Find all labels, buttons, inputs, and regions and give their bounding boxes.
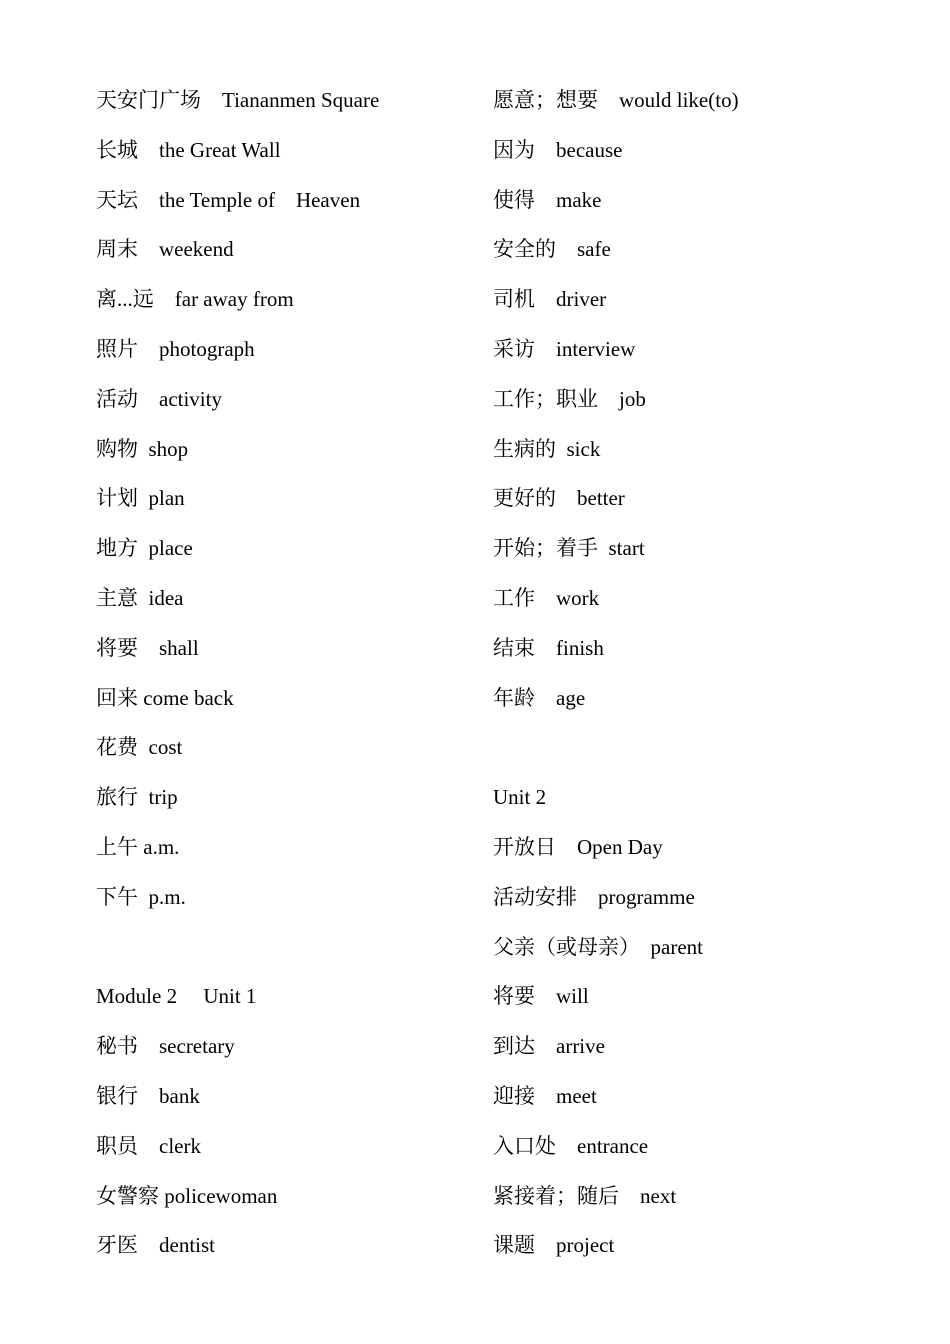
vocab-entry: 因为 because [493, 137, 623, 162]
vocab-entry: 主意 idea [96, 585, 184, 610]
vocab-entry: 购物 shop [96, 436, 189, 461]
vocab-entry: 年龄 age [493, 685, 586, 710]
vocab-entry: 愿意；想要 would like(to) [493, 88, 739, 112]
blank-line [493, 723, 893, 773]
vocab-entry: 女警察 policewoman [96, 1183, 278, 1208]
vocab-entry: 活动 activity [96, 386, 222, 411]
vocab-entry: 安全的 safe [493, 237, 611, 262]
vocab-entry: 课题 project [493, 1233, 615, 1258]
vocab-entry: 生病的 sick [493, 436, 601, 461]
blank-line [96, 923, 496, 973]
vocab-entry: 迎接 meet [493, 1083, 597, 1108]
vocab-entry: 秘书 secretary [96, 1034, 235, 1059]
vocab-entry: 开始；着手 start [493, 536, 645, 561]
vocab-entry: 到达 arrive [493, 1034, 605, 1059]
vocabulary-column-right [493, 76, 893, 1271]
vocab-entry: 职员 clerk [96, 1133, 201, 1158]
vocab-entry: 天安门广场 Tiananmen Square [96, 88, 380, 112]
vocab-entry: 上午 a.m. [96, 834, 180, 859]
vocab-entry: 紧接着；随后 next [493, 1183, 677, 1208]
vocab-entry: 使得 make [493, 187, 602, 212]
vocab-entry: 离...远 far away from [96, 287, 294, 312]
vocab-entry: 天坛 the Temple of Heaven [96, 187, 361, 212]
vocab-entry: 下午 p.m. [96, 884, 186, 909]
vocab-entry: 工作；职业 job [493, 386, 646, 411]
section-heading-unit-2: Unit 2 [493, 785, 547, 810]
vocab-entry: 工作 work [493, 585, 600, 610]
vocab-entry: 周末 weekend [96, 237, 234, 262]
vocab-entry: 将要 shall [96, 635, 199, 660]
vocab-entry: 花费 cost [96, 735, 183, 760]
vocab-entry: 银行 bank [96, 1083, 200, 1108]
vocab-entry: 开放日 Open Day [493, 834, 663, 859]
vocab-entry: 司机 driver [493, 287, 607, 312]
vocab-entry: 牙医 dentist [96, 1233, 215, 1258]
vocab-entry: 计划 plan [96, 486, 185, 511]
vocab-entry: 将要 will [493, 984, 589, 1009]
vocab-entry: 活动安排 programme [493, 884, 695, 909]
vocab-entry: 地方 place [96, 536, 193, 561]
vocab-entry: 旅行 trip [96, 785, 178, 810]
vocab-entry: 回来 come back [96, 685, 234, 710]
vocab-entry: 采访 interview [493, 336, 636, 361]
vocab-entry: 照片 photograph [96, 336, 255, 361]
vocab-entry: 长城 the Great Wall [96, 137, 281, 162]
vocab-entry: 更好的 better [493, 486, 625, 511]
vocabulary-column-left [96, 76, 496, 1271]
vocab-entry: 结束 finish [493, 635, 604, 660]
vocab-entry: 父亲（或母亲） parent [493, 934, 703, 959]
section-heading-module-2-unit-1: Module 2 Unit 1 [96, 984, 257, 1009]
vocab-entry: 入口处 entrance [493, 1133, 649, 1158]
